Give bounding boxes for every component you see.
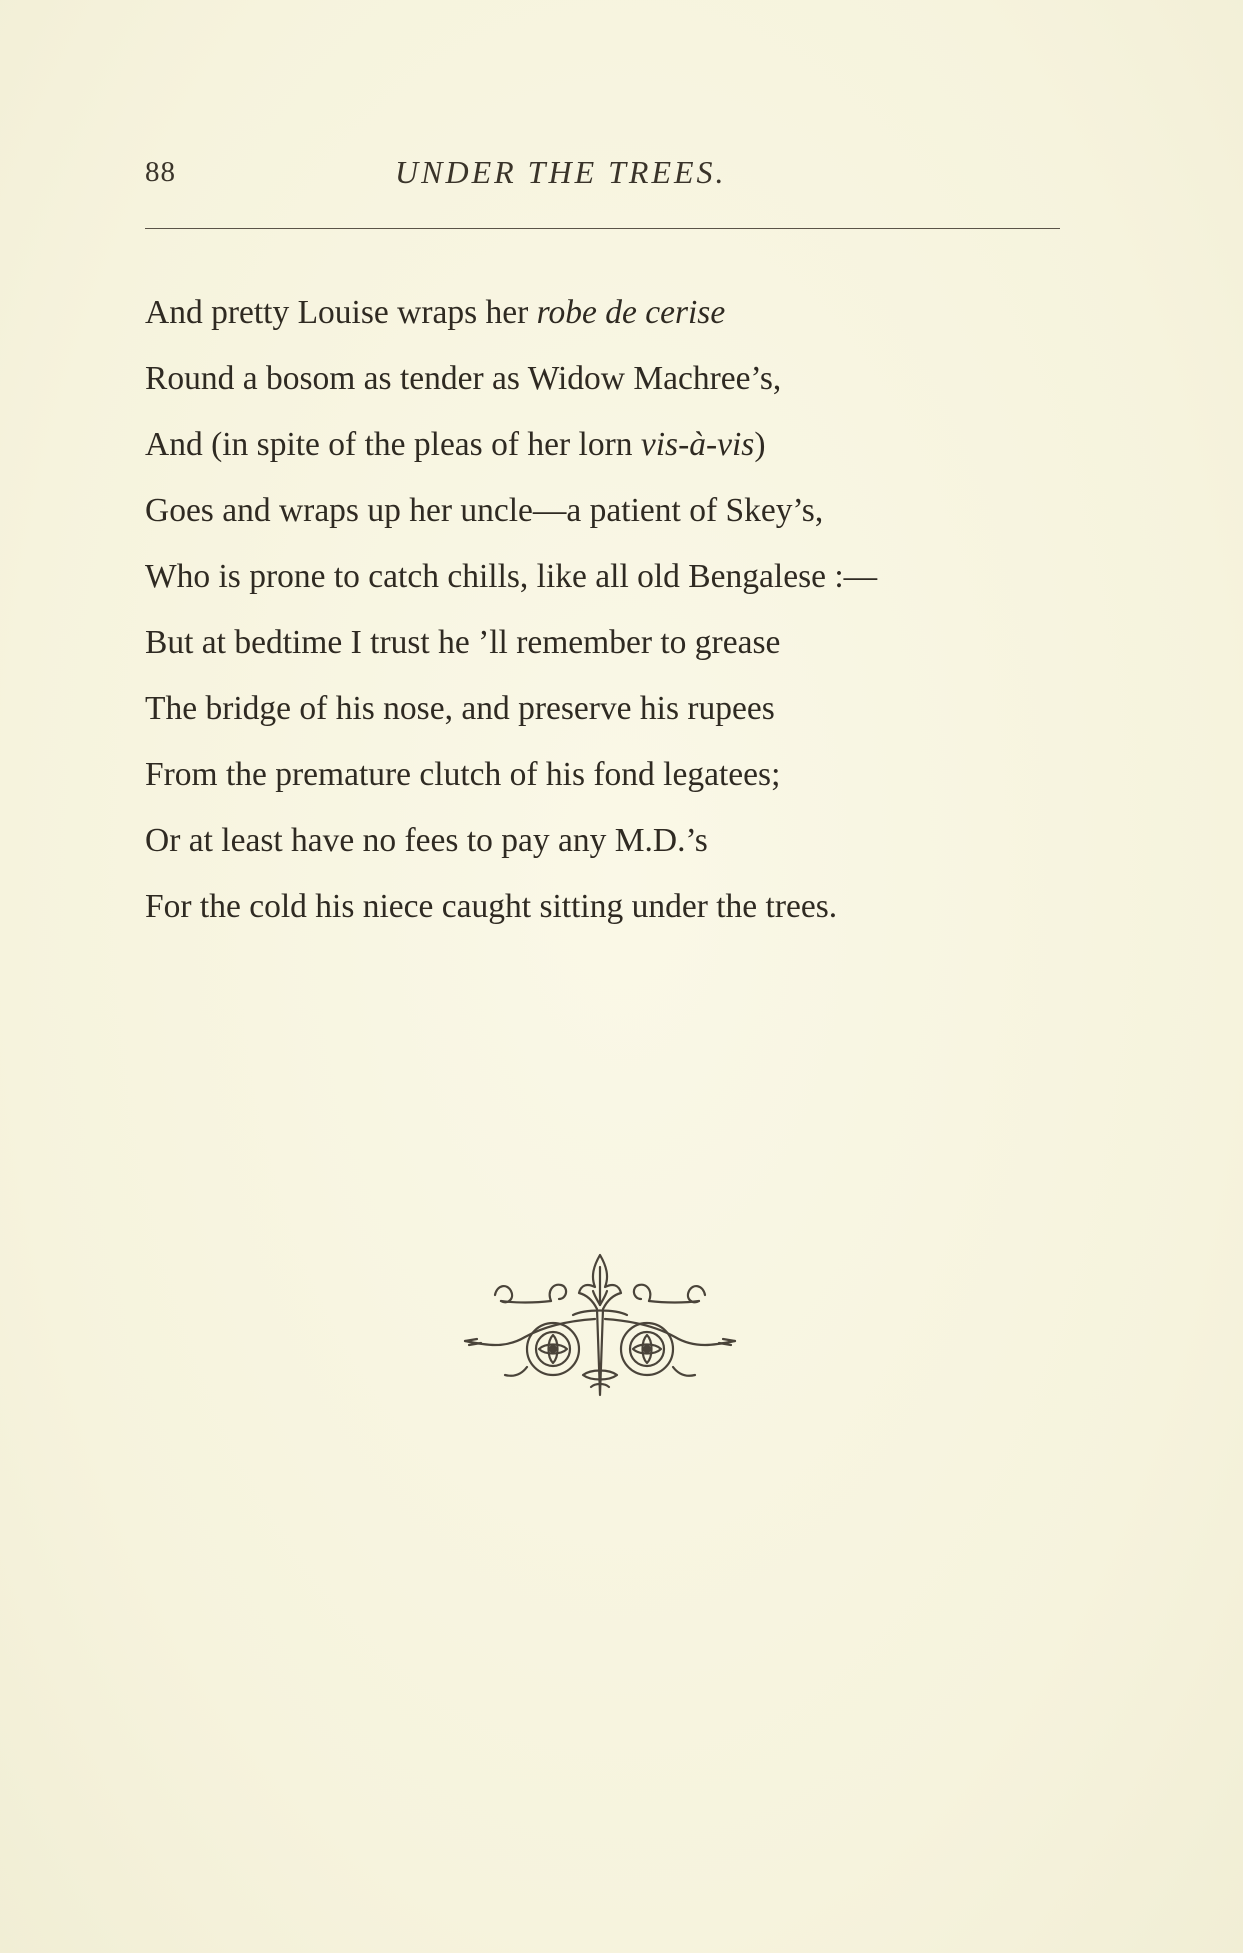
poem-line: Or at least have no fees to pay any M.D.’s bbox=[145, 822, 708, 859]
poem-line: Round a bosom as tender as Widow Machree’s, bbox=[145, 360, 782, 397]
header-rule bbox=[145, 228, 1060, 229]
poem-line: The bridge of his nose, and preserve his rupees bbox=[145, 690, 775, 727]
poem-line: And (in spite of the pleas of her lorn vis-à-vis) bbox=[145, 426, 766, 463]
poem-line: And pretty Louise wraps her robe de cerise bbox=[145, 294, 726, 331]
poem-line: For the cold his niece caught sitting under the trees. bbox=[145, 888, 838, 925]
poem-line: From the premature clutch of his fond legatees; bbox=[145, 756, 781, 793]
running-head: UNDER THE TREES. bbox=[395, 154, 727, 190]
poem-line: But at bedtime I trust he ’ll remember to grease bbox=[145, 624, 781, 661]
poem-line: Goes and wraps up her uncle—a patient of Skey’s, bbox=[145, 492, 824, 529]
poem-line: Who is prone to catch chills, like all old Bengalese :— bbox=[145, 558, 878, 595]
floral-tailpiece-ornament-icon bbox=[455, 1245, 745, 1405]
poem-text bbox=[145, 280, 1105, 940]
page-header bbox=[145, 150, 1060, 200]
page-number: 88 bbox=[145, 156, 176, 188]
